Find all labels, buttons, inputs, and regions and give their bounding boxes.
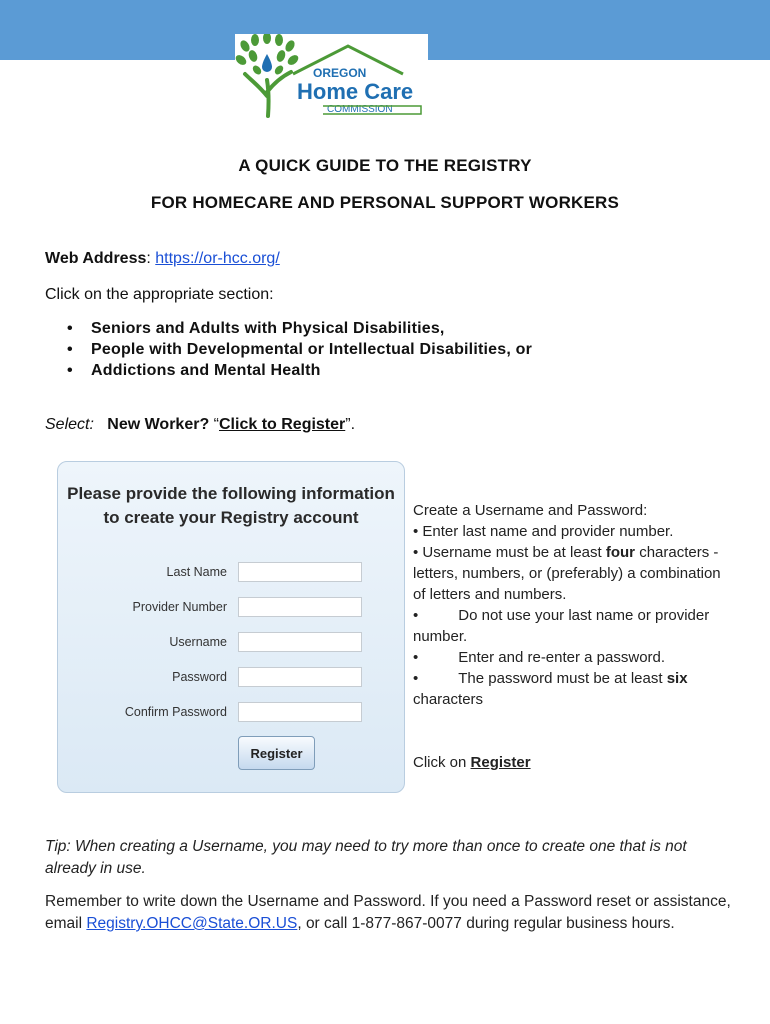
- instruction-item: • The password must be at least six characters: [413, 670, 688, 708]
- quote-close: ”.: [345, 416, 356, 433]
- click-on-text: Click on: [413, 754, 471, 771]
- select-instruction: [45, 416, 355, 434]
- bullet-icon: •: [67, 320, 73, 337]
- instruction-text: Do not use your last name or provider number.: [413, 607, 710, 645]
- select-separator: :: [89, 416, 94, 433]
- section-item: [45, 318, 532, 339]
- account-instructions: [413, 500, 733, 773]
- web-address-line: [45, 250, 280, 268]
- click-register-line: [413, 752, 733, 773]
- provider-number-field[interactable]: [238, 597, 362, 617]
- form-row-password: [58, 667, 404, 689]
- instruction-emphasis: six: [666, 670, 688, 687]
- instruction-item: • Do not use your last name or provider number.: [413, 607, 710, 645]
- instructions-intro: Create a Username and Password:: [413, 502, 648, 519]
- instruction-text: Enter and re-enter a password.: [458, 649, 666, 666]
- instruction-text: Username must be at least: [422, 544, 606, 561]
- section-instruction: Click on the appropriate section:: [45, 286, 274, 303]
- section-item-label: People with Developmental or Intellectual Disabilities, or: [91, 341, 533, 358]
- section-item: [45, 360, 532, 381]
- reminder-text-end: , or call 1-877-867-0077 during regular business hours.: [297, 915, 675, 932]
- last-name-field[interactable]: [238, 562, 362, 582]
- register-link[interactable]: Register: [470, 754, 531, 771]
- last-name-label: Last Name: [166, 565, 227, 579]
- registration-form-panel: [57, 461, 405, 793]
- reminder-text: Remember to write down the Username and Password. If you need a Password reset or assistance, email: [45, 893, 731, 932]
- support-email-link[interactable]: Registry.OHCC@State.OR.US: [86, 915, 298, 932]
- page-title: A QUICK GUIDE TO THE REGISTRY: [238, 156, 532, 175]
- confirm-password-field[interactable]: [238, 702, 362, 722]
- section-item-label: Addictions and Mental Health: [91, 362, 321, 379]
- section-list: [45, 318, 532, 381]
- instruction-text: characters - letters, numbers, or (preferably) a combination of letters and numbers.: [413, 544, 721, 603]
- instruction-item: • Username must be at least four characters - letters, numbers, or (preferably) a combination of letters and numbers.: [413, 544, 721, 603]
- logo-text-oregon: OREGON: [313, 66, 367, 80]
- web-address-label: Web Address: [45, 250, 147, 267]
- username-field[interactable]: [238, 632, 362, 652]
- instruction-text: Enter last name and provider number.: [422, 523, 674, 540]
- section-item: [45, 339, 532, 360]
- form-row-provider-number: [58, 597, 404, 619]
- form-row-username: [58, 632, 404, 654]
- logo-text-commission: COMMISSION: [327, 104, 393, 115]
- oregon-home-care-commission-logo: [235, 34, 428, 120]
- web-address-separator: :: [146, 250, 151, 267]
- instruction-text: The password must be at least: [458, 670, 667, 687]
- form-row-last-name: [58, 562, 404, 584]
- register-button[interactable]: Register: [238, 736, 315, 770]
- username-label: Username: [169, 635, 227, 649]
- instruction-item: • Enter and re-enter a password.: [413, 649, 666, 666]
- reminder-paragraph: [45, 891, 735, 935]
- bullet-icon: •: [67, 341, 73, 358]
- password-field[interactable]: [238, 667, 362, 687]
- select-label: Select: [45, 416, 90, 433]
- form-row-confirm-password: [58, 702, 404, 724]
- confirm-password-label: Confirm Password: [124, 705, 227, 719]
- provider-number-label: Provider Number: [132, 600, 227, 614]
- instruction-text: characters: [413, 691, 484, 708]
- bullet-icon: •: [67, 362, 73, 379]
- instruction-emphasis: four: [605, 544, 636, 561]
- click-to-register-link[interactable]: Click to Register: [219, 416, 346, 433]
- tip-text: Tip: When creating a Username, you may need to try more than once to create one that is not already in use.: [45, 838, 687, 877]
- quote-open: “: [209, 416, 219, 433]
- form-heading: Please provide the following information to create your Registry account: [67, 484, 395, 527]
- logo-text-home-care: Home Care: [297, 79, 414, 104]
- instruction-item: • Enter last name and provider number.: [413, 523, 674, 540]
- password-label: Password: [172, 670, 227, 684]
- web-address-link[interactable]: https://or-hcc.org/: [155, 250, 280, 267]
- new-worker-text: New Worker?: [107, 416, 210, 433]
- section-item-label: Seniors and Adults with Physical Disabilities,: [91, 320, 445, 337]
- page-subtitle: FOR HOMECARE AND PERSONAL SUPPORT WORKERS: [150, 193, 620, 212]
